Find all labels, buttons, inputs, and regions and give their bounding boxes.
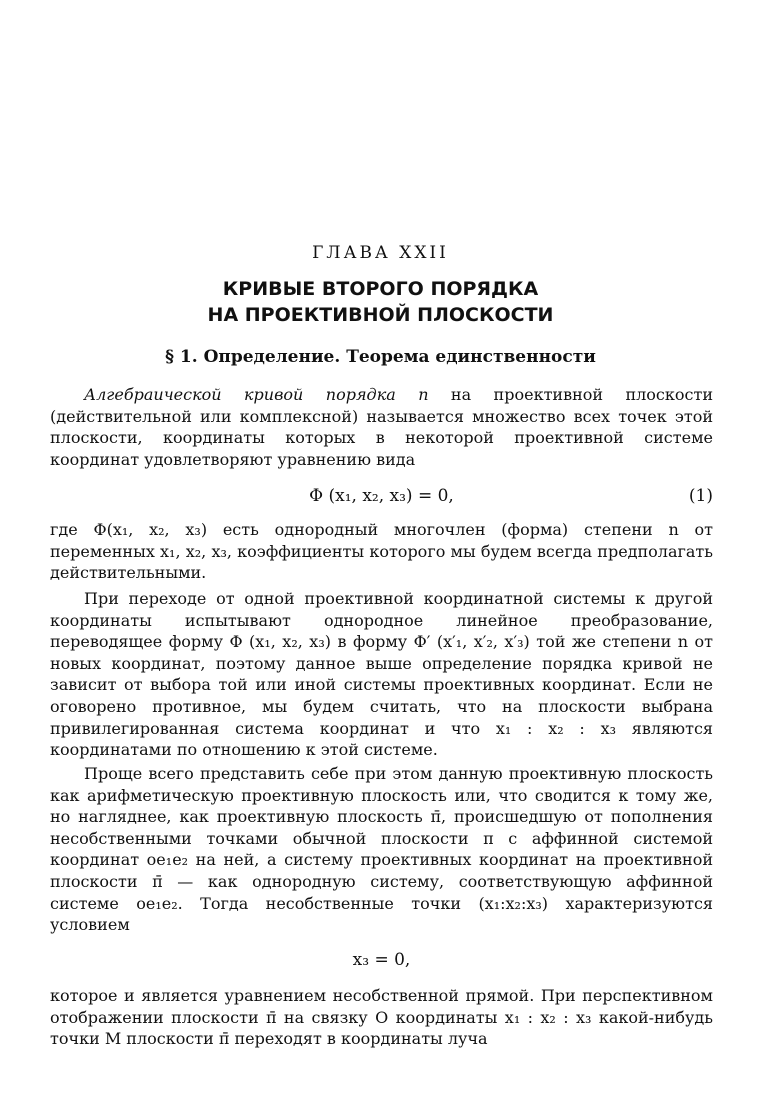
chapter-title-line-1: КРИВЫЕ ВТОРОГО ПОРЯДКА (222, 278, 539, 300)
defined-term: Алгебраической кривой порядка n (84, 385, 429, 404)
paragraph-projective-plane: Проще всего представить себе при этом данную проективную плоскость как арифметическую проективную плоскость или, что сводится к тому же, но нагляднее, как проективную плоскость π̄, происшедшую от пополнения несобственными точками обычной плоскости π с аффинной системой координат oe₁e₂ на ней, а систему проективных координат на проективной плоскости π̄ — как однородную систему, соответствующую аффинной системе oe₁e₂. Тогда несобственные точки (x₁:x₂:x₃) характеризуются условием (50, 764, 713, 935)
paragraph-coordinate-change: При переходе от одной проективной координатной системы к другой координаты испытывают однородное линейное преобразование, переводящее форму Φ (x₁, x₂, x₃) в форму Φ′ (x′₁, x′₂, x′₃) той же степени n от новых координат, поэтому данное выше определение порядка кривой не зависит от выбора той или иной системы проективных координат. Если не оговорено противное, мы будем считать, что на плоскости выбрана привилегированная система координат и что x₁ : x₂ : x₃ являются координатами по отношению к этой системе. (50, 589, 713, 760)
chapter-title (0, 276, 761, 328)
equation-1 (50, 486, 713, 512)
equation-2-formula: x₃ = 0, (352, 950, 411, 970)
equation-1-number: (1) (688, 486, 713, 506)
chapter-title-line-2: НА ПРОЕКТИВНОЙ ПЛОСКОСТИ (207, 304, 554, 326)
equation-1-formula: Φ (x₁, x₂, x₃) = 0, (309, 486, 454, 506)
section-title: § 1. Определение. Теорема единственности (165, 347, 596, 367)
equation-2 (50, 950, 713, 976)
paragraph-definition-text: на проективной плоскости (действительной или комплексной) называется множество всех точек этой плоскости, координаты которых в некоторой проективной системе координат удовлетворяют уравнению вида (50, 385, 713, 469)
paragraph-definition (50, 384, 713, 470)
chapter-label: ГЛАВА XXII (312, 243, 449, 263)
paragraph-improper-line: которое и является уравнением несобственной прямой. При перспективном отображении плоскости π̄ на связку O координаты x₁ : x₂ : x₃ какой-нибудь точки M плоскости π̄ переходят в координаты луча (50, 986, 713, 1049)
paragraph-form: где Φ(x₁, x₂, x₃) есть однородный многочлен (форма) степени n от переменных x₁, x₂, x₃, коэффициенты которого мы будем всегда предполагать действительными. (50, 520, 713, 583)
